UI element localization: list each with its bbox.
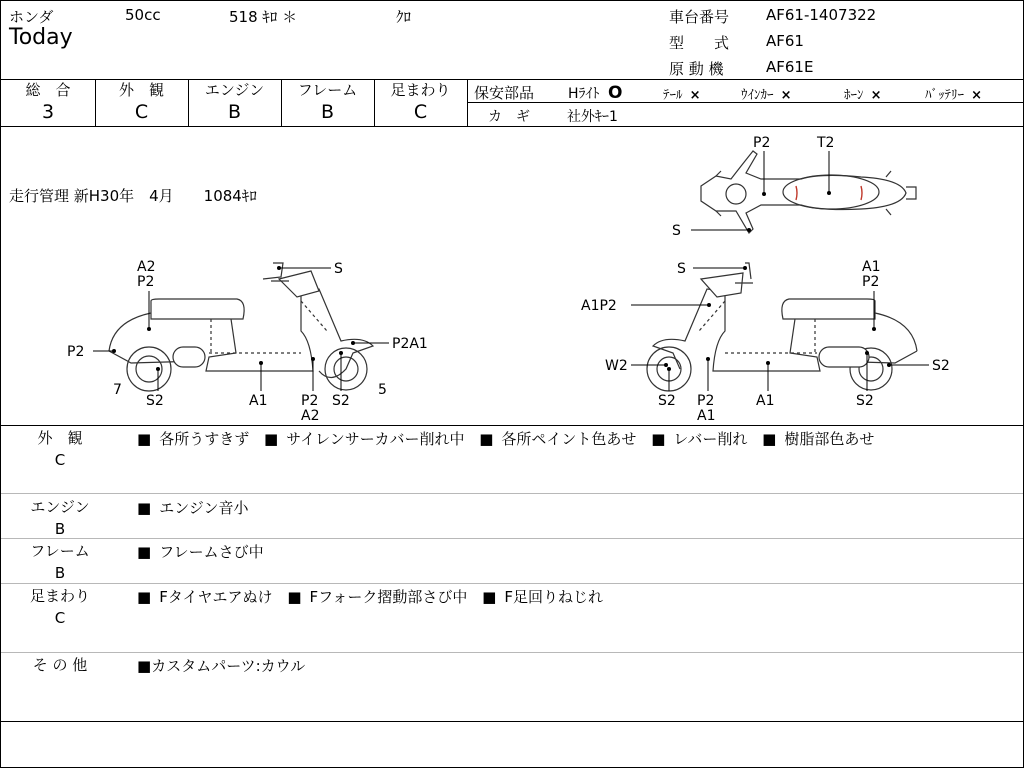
divider bbox=[1, 652, 1023, 653]
key-value: 社外ｷｰ1 bbox=[567, 109, 618, 125]
diagram-label: P2 bbox=[862, 274, 880, 290]
safety-item-horn bbox=[844, 84, 882, 103]
remark-item: 各所ペイント色あせ bbox=[501, 430, 637, 448]
remark-items-frame bbox=[137, 541, 274, 562]
safety-item-label: Hﾗｲﾄ bbox=[568, 86, 600, 102]
safety-item-label: ﾎｰﾝ bbox=[844, 88, 864, 103]
remark-grade: C bbox=[54, 609, 66, 627]
remark-item: エンジン音小 bbox=[159, 499, 249, 517]
frame-no-label: 車台番号 bbox=[669, 8, 730, 26]
remark-row-engine bbox=[15, 496, 105, 540]
remark-item: フレームさび中 bbox=[159, 543, 264, 561]
bullet-square-icon: ■ bbox=[137, 543, 152, 561]
grade-value: 3 bbox=[41, 101, 55, 123]
safety-item-mark: × bbox=[780, 88, 792, 103]
remark-item: Fフォーク摺動部さび中 bbox=[309, 588, 468, 606]
bullet-square-icon: ■ bbox=[651, 430, 666, 448]
diagram-label: A2 bbox=[301, 408, 320, 424]
bullet-square-icon: ■ bbox=[762, 430, 777, 448]
diagram-label: A1 bbox=[756, 393, 775, 409]
remark-item: サイレンサーカバー削れ中 bbox=[286, 430, 465, 448]
bullet-square-icon: ■ bbox=[137, 499, 152, 517]
diagram-label: A2 bbox=[137, 259, 156, 275]
remark-grade: B bbox=[54, 564, 66, 582]
diagram-label: A1 bbox=[249, 393, 268, 409]
safety-item-battery bbox=[925, 84, 982, 103]
remark-item: F足回りねじれ bbox=[504, 588, 603, 606]
diagram-label: A1 bbox=[697, 408, 716, 424]
remark-item: 樹脂部色あせ bbox=[784, 430, 875, 448]
safety-item-mark: O bbox=[607, 83, 623, 103]
grade-label: エンジン bbox=[204, 81, 265, 99]
remark-label: 足まわり bbox=[29, 587, 90, 605]
damage-diagram bbox=[1, 127, 1023, 425]
grade-exterior bbox=[95, 80, 188, 124]
remark-items-suspension bbox=[137, 586, 613, 607]
diagram-label: A1P2 bbox=[581, 298, 617, 314]
safety-item-label: ﾃｰﾙ bbox=[663, 88, 683, 103]
grade-value: B bbox=[227, 101, 242, 123]
engine-value: AF61E bbox=[766, 58, 814, 76]
safety-item-label: ｳｲﾝｶｰ bbox=[741, 88, 774, 103]
diagram-label: 5 bbox=[378, 382, 387, 398]
mileage-note: 走行管理 新H30年 4月 1084ｷﾛ bbox=[9, 187, 257, 205]
type-value: AF61 bbox=[766, 32, 804, 50]
mileage: 518 ｷﾛ ＊ bbox=[229, 8, 298, 26]
bullet-square-icon: ■ bbox=[137, 657, 152, 675]
remark-grade: B bbox=[54, 520, 66, 538]
color: ｸﾛ bbox=[396, 8, 412, 26]
diagram-label: P2 bbox=[697, 393, 715, 409]
bullet-square-icon: ■ bbox=[287, 588, 302, 606]
grade-suspension bbox=[374, 80, 467, 124]
displacement: 50cc bbox=[125, 6, 161, 24]
diagram-label: S2 bbox=[658, 393, 676, 409]
maker: ホンダ bbox=[9, 8, 54, 26]
remark-row-other bbox=[15, 654, 105, 676]
frame-no: AF61-1407322 bbox=[766, 6, 877, 24]
safety-item-label: ﾊﾞｯﾃﾘｰ bbox=[925, 88, 964, 103]
divider bbox=[1, 583, 1023, 584]
grade-label: 外 観 bbox=[118, 81, 164, 99]
safety-item-mark: × bbox=[689, 88, 701, 103]
remark-items-engine bbox=[137, 497, 258, 518]
grade-frame bbox=[281, 80, 374, 124]
diagram-label: S2 bbox=[146, 393, 164, 409]
remark-grade: C bbox=[54, 451, 66, 469]
diagram-label: S bbox=[672, 223, 681, 239]
remark-item: Fタイヤエアぬけ bbox=[159, 588, 273, 606]
safety-item-winker bbox=[741, 84, 792, 103]
safety-item-mark: × bbox=[971, 88, 983, 103]
safety-item-headlight bbox=[568, 83, 622, 103]
remark-items-exterior bbox=[137, 428, 884, 449]
remark-label: エンジン bbox=[30, 498, 90, 516]
bullet-square-icon: ■ bbox=[482, 588, 497, 606]
safety-item-mark: × bbox=[870, 88, 882, 103]
grade-value: B bbox=[320, 101, 335, 123]
remark-label: フレーム bbox=[30, 542, 90, 560]
remark-label: そ の 他 bbox=[32, 656, 88, 674]
bullet-square-icon: ■ bbox=[263, 430, 279, 448]
scooter-top-view bbox=[701, 151, 916, 233]
diagram-label: 7 bbox=[113, 382, 122, 398]
bullet-square-icon: ■ bbox=[137, 430, 152, 448]
divider bbox=[1, 425, 1023, 426]
diagram-label: T2 bbox=[817, 135, 835, 151]
remark-item: レバー削れ bbox=[673, 430, 748, 448]
grade-value: C bbox=[413, 101, 428, 123]
remark-item: 各所うすきず bbox=[159, 430, 250, 448]
type-label: 型 式 bbox=[669, 34, 730, 52]
safety-title: 保安部品 bbox=[474, 84, 535, 102]
diagram-label: S bbox=[334, 261, 343, 277]
divider bbox=[1, 493, 1023, 494]
grade-overall bbox=[1, 80, 95, 124]
diagram-label: P2 bbox=[301, 393, 319, 409]
model-name: Today bbox=[9, 25, 73, 50]
remark-item: カスタムパーツ:カウル bbox=[151, 657, 306, 675]
diagram-label: P2 bbox=[753, 135, 771, 151]
divider bbox=[1, 721, 1023, 722]
diagram-label: S2 bbox=[332, 393, 350, 409]
diagram-label: S2 bbox=[932, 358, 950, 374]
diagram-label: W2 bbox=[605, 358, 628, 374]
diagram-label: S2 bbox=[856, 393, 874, 409]
grade-label: フレーム bbox=[297, 81, 358, 99]
diagram-label: P2 bbox=[67, 344, 85, 360]
key-label: カ ギ bbox=[488, 109, 530, 125]
diagram-label: S bbox=[677, 261, 686, 277]
remark-items-other bbox=[137, 655, 315, 676]
safety-item-tail bbox=[663, 84, 701, 103]
remark-row-exterior bbox=[15, 427, 105, 471]
bullet-square-icon: ■ bbox=[137, 588, 152, 606]
grade-value: C bbox=[134, 101, 149, 123]
diagram-label: P2A1 bbox=[392, 336, 428, 352]
diagram-label: A1 bbox=[862, 259, 881, 275]
grade-engine bbox=[188, 80, 281, 124]
remark-row-suspension bbox=[15, 585, 105, 629]
diagram-label: P2 bbox=[137, 274, 155, 290]
remark-row-frame bbox=[15, 540, 105, 584]
remark-label: 外 観 bbox=[37, 429, 83, 447]
grade-label: 総 合 bbox=[25, 81, 71, 99]
bullet-square-icon: ■ bbox=[479, 430, 494, 448]
engine-label: 原 動 機 bbox=[669, 60, 724, 78]
divider bbox=[1, 538, 1023, 539]
grade-label: 足まわり bbox=[390, 81, 451, 99]
